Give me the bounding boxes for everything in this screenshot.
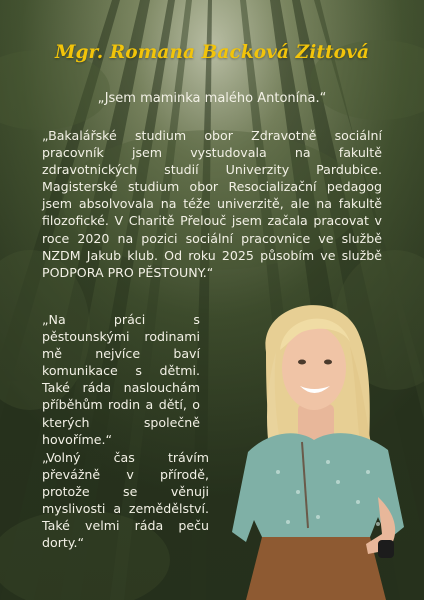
portrait-photo (218, 292, 424, 600)
tagline-quote: „Jsem maminka malého Antonína.“ (97, 91, 327, 106)
free-time-quote: „Volný čas trávím převážně v přírodě, protože se věnuji myslivosti a zemědělství. Také velmi ráda peču dorty.“ (42, 450, 209, 551)
bio-paragraph: „Bakalářské studium obor Zdravotně sociální pracovník jsem vystudovala na fakultě zdravotnických studií Univerzity Pardubice. Magisterské studium obor Resocializační pedagog jsem absolvovala na téže univerzitě, ale na fakultě filozofické. V Charitě Přelouč jsem začala pracovat v roce 2020 na pozici sociální pracovnice ve službě NZDM Jakub klub. Od roku 2025 působím ve službě PODPORA PRO PĚSTOUNY.“ (42, 128, 382, 280)
page-title: Mgr. Romana Backová Zittová (54, 42, 370, 63)
work-quote: „Na práci s pěstounskými rodinami mě nejvíce baví komunikace s dětmi. Také ráda naslouchám příběhům rodin a dětí, o kterých společně hovoříme.“ (42, 312, 200, 447)
